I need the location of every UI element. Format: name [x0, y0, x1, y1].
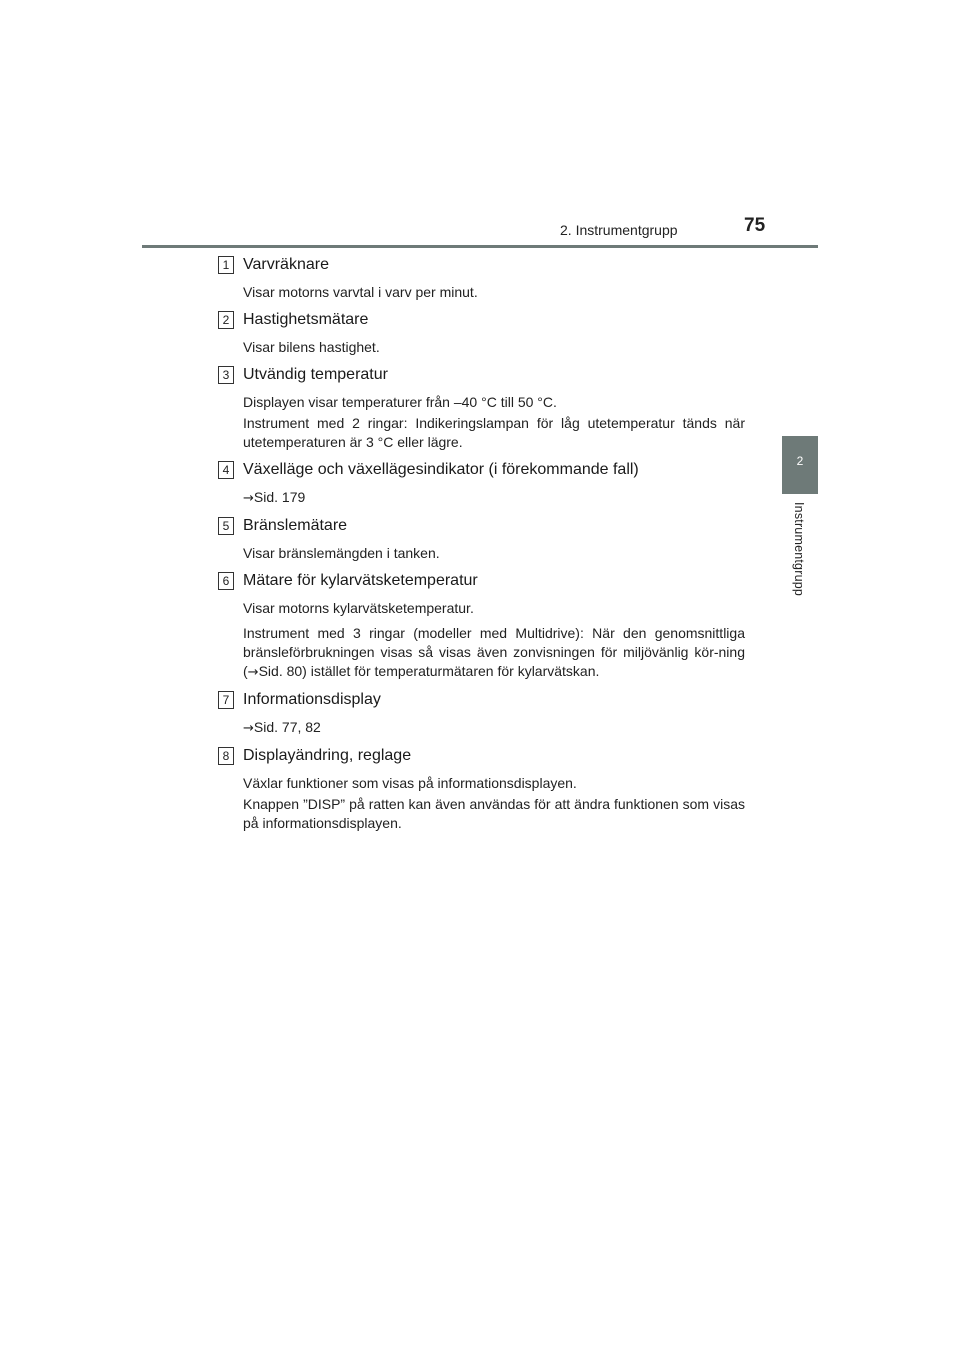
header-divider: [142, 245, 818, 248]
callout-text-part: Sid. 80) istället för temperaturmätaren för kylarvätskan.: [258, 663, 600, 679]
chapter-number: 2: [796, 454, 804, 468]
callout-title: Mätare för kylarvätsketemperatur: [243, 572, 478, 589]
page-reference[interactable]: [243, 488, 745, 508]
callout-item: [218, 254, 745, 302]
page-number: 75: [744, 215, 766, 236]
callout-number: 8: [218, 747, 234, 765]
callout-list: [218, 254, 745, 840]
callout-item: [218, 745, 745, 833]
callout-text: Visar motorns kylarvätsketemperatur.: [243, 600, 474, 616]
callout-title: Bränslemätare: [243, 517, 348, 534]
callout-title: Hastighetsmätare: [243, 311, 369, 328]
callout-item: [218, 309, 745, 357]
callout-item: [218, 689, 745, 738]
callout-text: Visar bränslemängden i tanken.: [243, 545, 440, 561]
callout-item: [218, 459, 745, 508]
chapter-label: Instrumentgrupp: [792, 502, 806, 597]
callout-text: Knappen ”DISP” på ratten kan även användas för att ändra funktionen som visas på informationsdisplayen.: [243, 796, 745, 831]
callout-text: Visar bilens hastighet.: [243, 339, 380, 355]
callout-number: 3: [218, 366, 234, 384]
callout-number: 1: [218, 256, 234, 274]
callout-title: Informationsdisplay: [243, 691, 381, 708]
callout-number: 2: [218, 311, 234, 329]
section-title: 2. Instrumentgrupp: [560, 222, 678, 238]
callout-title: Utvändig temperatur: [243, 366, 388, 383]
callout-title: Varvräknare: [243, 256, 329, 273]
page-reference-text: Sid. 179: [253, 489, 306, 505]
callout-text: Instrument med 2 ringar: Indikeringslampan för låg utetemperatur tänds när utetemperaturen är 3 °C eller lägre.: [243, 415, 745, 450]
callout-number: 4: [218, 461, 234, 479]
callout-text: Växlar funktioner som visas på informationsdisplayen.: [243, 775, 577, 791]
page-reference-text: Sid. 77, 82: [253, 719, 321, 735]
callout-item: [218, 515, 745, 563]
callout-number: 6: [218, 572, 234, 590]
arrow-right-icon: →: [243, 721, 254, 736]
callout-title: Displayändring, reglage: [243, 747, 412, 764]
callout-text-part: Instrument med 3 ringar (modeller med Multidrive): När den genomsnittliga bränsleförbrukningen visas så visas även zonvisningen för miljövänlig kör-ning (: [243, 625, 745, 679]
arrow-right-icon: →: [243, 491, 254, 506]
callout-text: Displayen visar temperaturer från –40 °C till 50 °C.: [243, 394, 557, 410]
callout-number: 7: [218, 691, 234, 709]
callout-item: [218, 364, 745, 452]
page-reference[interactable]: [243, 718, 745, 738]
callout-item: [218, 570, 745, 682]
chapter-tab: [782, 436, 818, 494]
callout-text: [243, 624, 745, 682]
callout-number: 5: [218, 517, 234, 535]
callout-text: Visar motorns varvtal i varv per minut.: [243, 284, 478, 300]
arrow-right-icon: →: [247, 665, 259, 680]
callout-title: Växelläge och växellägesindikator (i förekommande fall): [243, 461, 639, 478]
